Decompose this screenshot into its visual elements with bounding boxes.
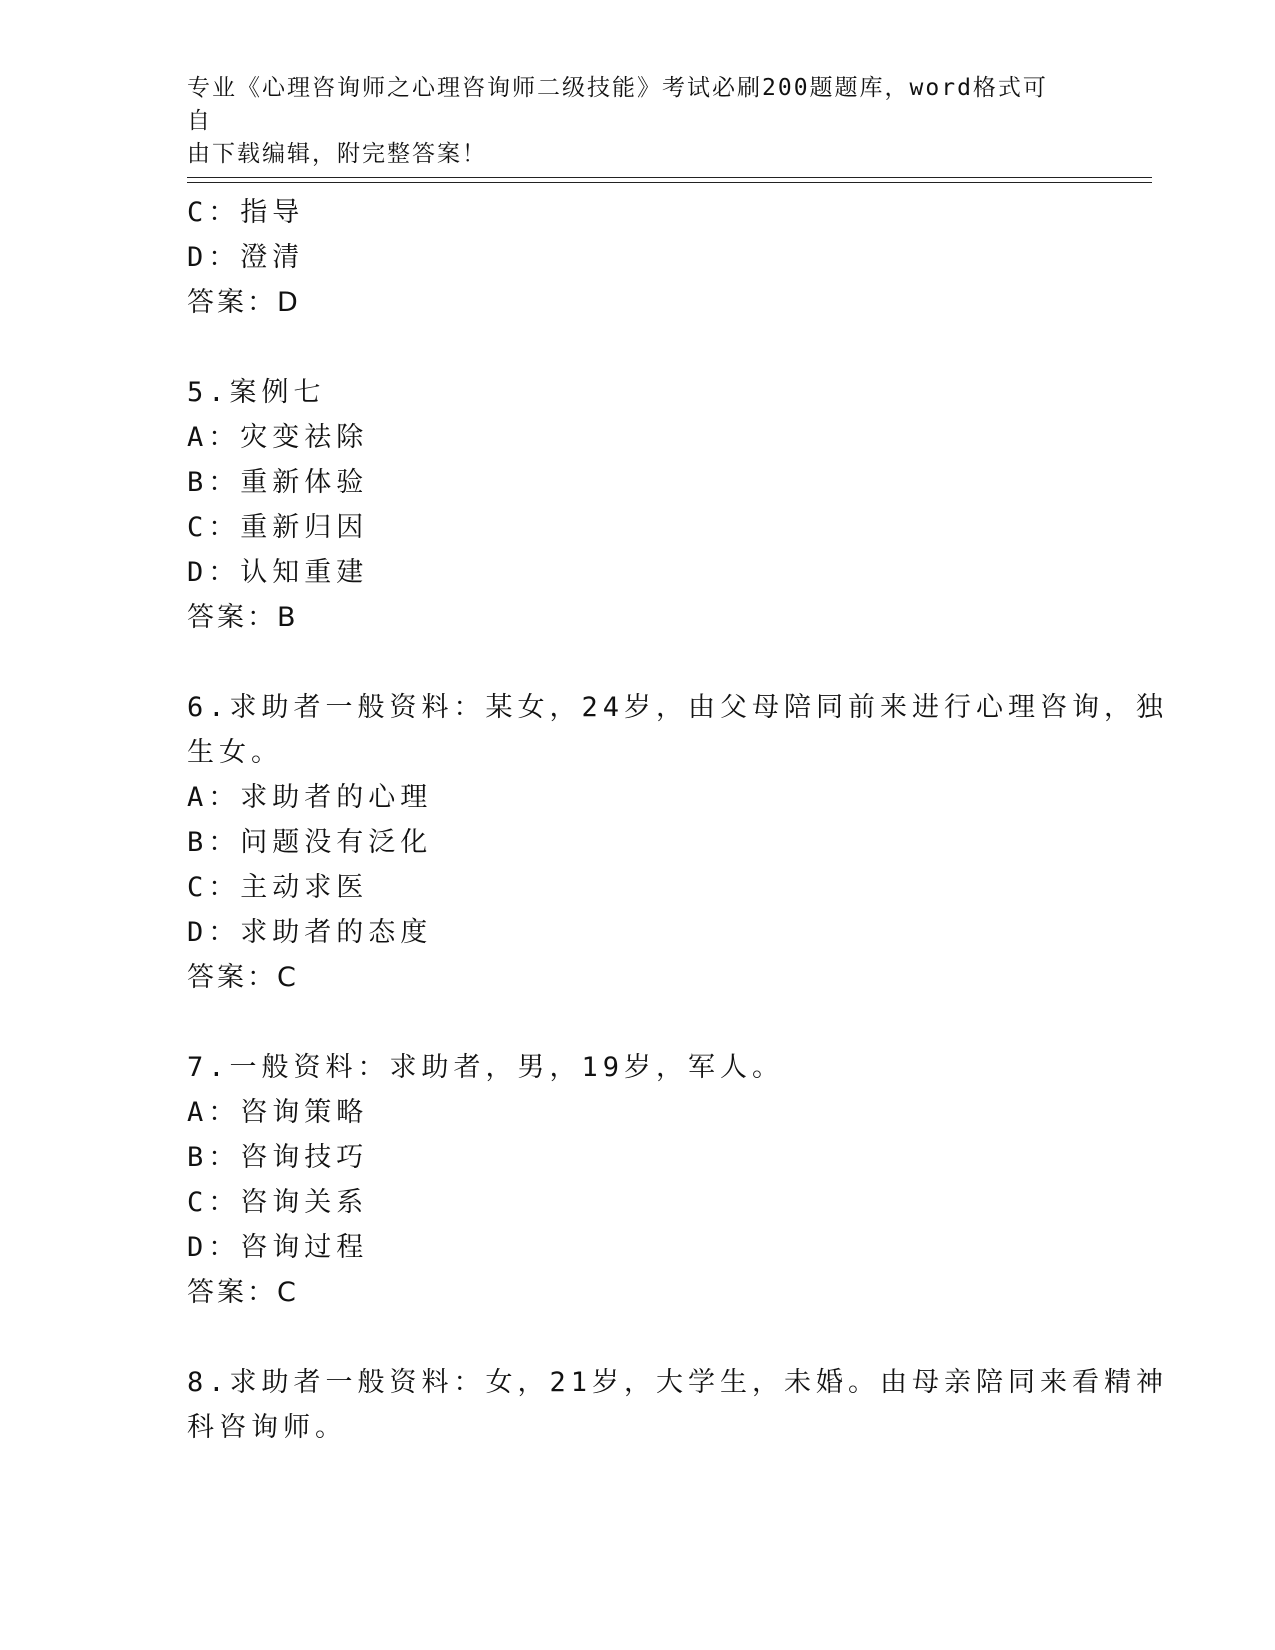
- q4-answer: 答案：D: [187, 287, 301, 318]
- q6-option-a: A：求助者的心理: [187, 782, 433, 813]
- q5-option-d: D：认知重建: [187, 557, 369, 588]
- q7-answer: 答案：C: [187, 1277, 299, 1308]
- q5-answer: 答案：B: [187, 602, 299, 633]
- q5-option-a: A：灾变祛除: [187, 422, 369, 453]
- document-header: [187, 72, 1067, 171]
- q7-option-a: A：咨询策略: [187, 1097, 369, 1128]
- header-rule-top: [187, 177, 1152, 178]
- q7-option-c: C：咨询关系: [187, 1187, 369, 1218]
- q6-option-b: B：问题没有泛化: [187, 827, 433, 858]
- q8-stem-line-1: 8.求助者一般资料：女，21岁，大学生，未婚。由母亲陪同来看精神: [187, 1367, 1169, 1398]
- header-line-1: 专业《心理咨询师之心理咨询师二级技能》考试必刷200题题库，word格式可自: [187, 75, 1048, 134]
- q7-option-d: D：咨询过程: [187, 1232, 369, 1263]
- q5-stem: 5.案例七: [187, 377, 326, 408]
- q7-stem: 7.一般资料：求助者，男，19岁，军人。: [187, 1052, 785, 1083]
- q6-option-c: C：主动求医: [187, 872, 369, 903]
- q6-option-d: D：求助者的态度: [187, 917, 433, 948]
- q5-option-c: C：重新归因: [187, 512, 369, 543]
- q4-option-d: D：澄清: [187, 242, 305, 273]
- q7-option-b: B：咨询技巧: [187, 1142, 369, 1173]
- q6-answer: 答案：C: [187, 962, 299, 993]
- q5-option-b: B：重新体验: [187, 467, 369, 498]
- q4-option-c: C：指导: [187, 197, 305, 228]
- header-rule-bottom: [187, 182, 1152, 183]
- q6-stem-line-2: 生女。: [187, 737, 283, 768]
- q6-stem-line-1: 6.求助者一般资料：某女，24岁，由父母陪同前来进行心理咨询，独: [187, 692, 1169, 723]
- header-line-2: 由下载编辑，附完整答案！: [187, 141, 487, 167]
- q8-stem-line-2: 科咨询师。: [187, 1412, 347, 1443]
